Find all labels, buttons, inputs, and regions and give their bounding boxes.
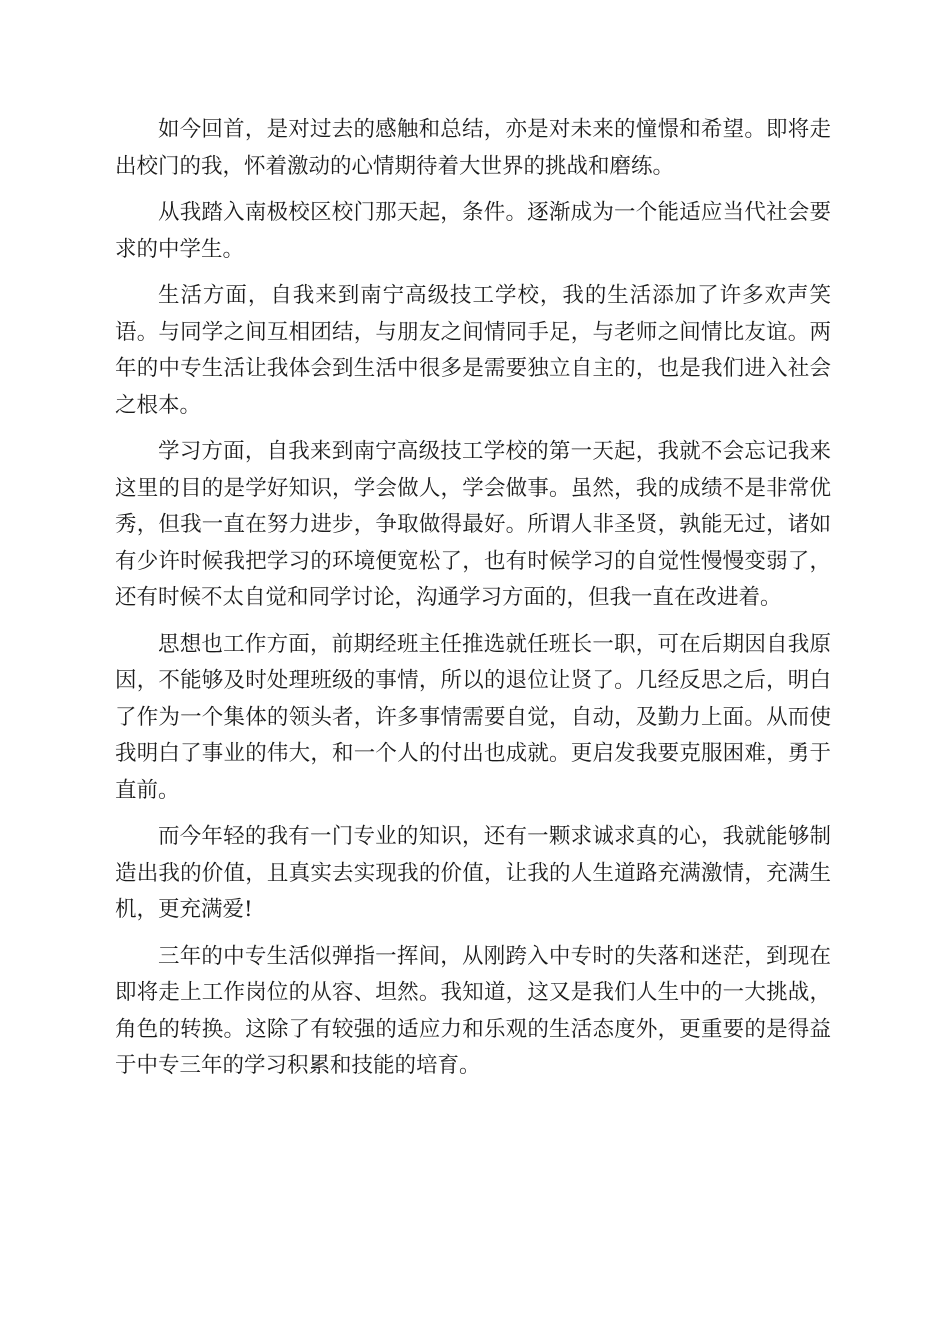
paragraph-4: 学习方面，自我来到南宁高级技工学校的第一天起，我就不会忘记我来这里的目的是学好知识，学会做人，学会做事。虽然，我的成绩不是非常优秀，但我一直在努力进步，争取做得最好。所谓人非圣贤，孰能无过，诸如有少许时候我把学习的环境便宽松了，也有时候学习的自觉性慢慢变弱了，还有时候不太自觉和同学讨论，沟通学习方面的，但我一直在改进着。 xyxy=(115,439,831,610)
paragraph-7: 三年的中专生活似弹指一挥间，从刚跨入中专时的失落和迷茫，到现在即将走上工作岗位的从容、坦然。我知道，这又是我们人生中的一大挑战，角色的转换。这除了有较强的适应力和乐观的生活态度外，更重要的是得益于中专三年的学习积累和技能的培育。 xyxy=(115,943,831,1078)
paragraph-6: 而今年轻的我有一门专业的知识，还有一颗求诚求真的心，我就能够制造出我的价值，且真实去实现我的价值，让我的人生道路充满激情，充满生机，更充满爱! xyxy=(115,824,831,922)
paragraph-3: 生活方面，自我来到南宁高级技工学校，我的生活添加了许多欢声笑语。与同学之间互相团结，与朋友之间情同手足，与老师之间情比友谊。两年的中专生活让我体会到生活中很多是需要独立自主的，也是我们进入社会之根本。 xyxy=(115,283,831,418)
paragraph-2: 从我踏入南极校区校门那天起，条件。逐渐成为一个能适应当代社会要求的中学生。 xyxy=(115,200,831,262)
paragraph-1: 如今回首，是对过去的感触和总结，亦是对未来的憧憬和希望。即将走出校门的我，怀着激动的心情期待着大世界的挑战和磨练。 xyxy=(115,117,831,179)
paragraph-5: 思想也工作方面，前期经班主任推选就任班长一职，可在后期因自我原因，不能够及时处理班级的事情，所以的退位让贤了。几经反思之后，明白了作为一个集体的领头者，许多事情需要自觉，自动，及勤力上面。从而使我明白了事业的伟大，和一个人的付出也成就。更启发我要克服困难，勇于直前。 xyxy=(115,631,831,803)
document-body xyxy=(115,112,831,1095)
